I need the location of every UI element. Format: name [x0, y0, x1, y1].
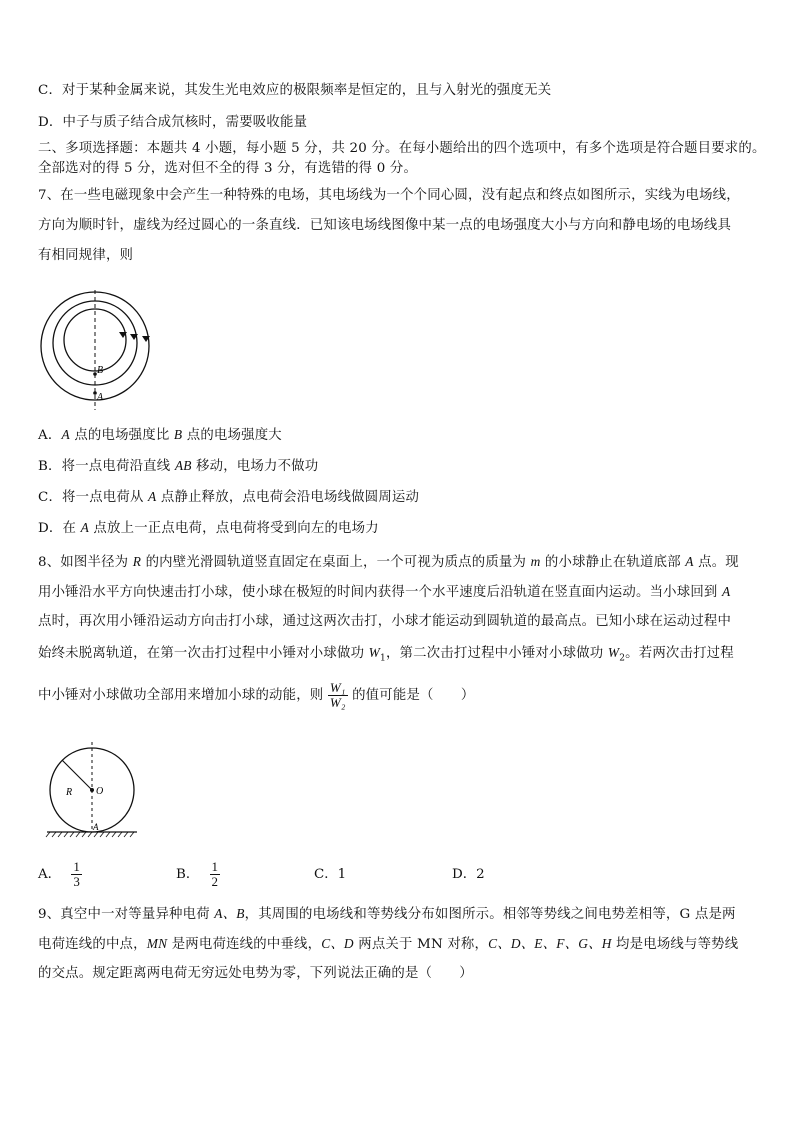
ground-hatching [46, 832, 134, 837]
q8-circular-track-figure [42, 740, 142, 840]
label-a: A [97, 392, 104, 403]
q7-stem-2: 方向为顺时针，虚线为经过圆心的一条直线．已知该电场线图像中某一点的电场强度大小与方向和静电场的电场线具 [38, 218, 732, 233]
radius-line [62, 760, 92, 790]
option-d-prev-question: D．中子与质子结合成氘核时，需要吸收能量 [38, 115, 308, 130]
label-o: O [96, 786, 104, 797]
q8-stem-5: 中小锤对小球做功全部用来增加小球的动能，则 $\frac{\text{W₁}}{\text{W₂}}$ 的值可能是（ ） [38, 680, 475, 710]
label-a: A [93, 822, 99, 832]
q7-stem-1: 7、在一些电磁现象中会产生一种特殊的电场，其电场线为一个个同心圆，没有起点和终点如图所示，实线为电场线， [38, 188, 740, 203]
q7-field-line-figure [36, 290, 156, 410]
q9-stem-1: 9、真空中一对等量异种电荷 A、B，其周围的电场线和等势线分布如图所示。相邻等势线之间电势差相等，G 点是两 [38, 906, 736, 922]
section-heading: 二、多项选择题：本题共 4 小题，每小题 5 分，共 20 分。在每小题给出的四个选项中，有多个选项是符合题目要求的。 [38, 141, 766, 156]
q8-stem-4: 始终未脱离轨道，在第一次击打过程中小锤对小球做功 $W_1$，第二次击打过程中小锤对小球做功 $W_2$。若两次击打过程 [38, 645, 734, 664]
center-point-o [90, 788, 94, 792]
option-c-prev-question: C．对于某种金属来说，其发生光电效应的极限频率是恒定的，且与入射光的强度无关 [38, 83, 552, 98]
q7-stem-3: 有相同规律，则 [38, 248, 134, 263]
q8-option-c: C．1 [314, 867, 347, 882]
label-r: R [66, 787, 73, 798]
q8-stem-1: 8、如图半径为 R 的内壁光滑圆轨道竖直固定在桌面上，一个可视为质点的质量为 m 的小球静止在轨道底部 A 点。现 [38, 554, 739, 570]
q8-option-d: D．2 [452, 867, 485, 882]
q8-option-b: B． $\frac{1}{2}$ [176, 859, 218, 889]
q9-stem-3: 的交点。规定距离两电荷无穷远处电势为零，下列说法正确的是（ ） [38, 966, 473, 981]
section-scoring: 全部选对的得 5 分，选对但不全的得 3 分，有选错的得 0 分。 [38, 161, 418, 176]
q8-stem-2: 用小锤沿水平方向快速击打小球，使小球在极短的时间内获得一个水平速度后沿轨道在竖直面内运动。当小球回到 A [38, 584, 731, 600]
q7-option-b: B．将一点电荷沿直线 AB 移动，电场力不做功 [38, 458, 319, 474]
q8-option-a: A． $\frac{1}{3}$ [38, 859, 80, 889]
q7-option-a: A．A 点的电场强度比 B 点的电场强度大 [38, 427, 282, 443]
label-b: B [97, 365, 104, 376]
q8-stem-3: 点时，再次用小锤沿运动方向击打小球，通过这两次击打，小球才能运动到圆轨道的最高点。已知小球在运动过程中 [38, 614, 732, 629]
q7-option-c: C．将一点电荷从 A 点静止释放，点电荷会沿电场线做圆周运动 [38, 489, 420, 505]
q7-option-d: D．在 A 点放上一正点电荷，点电荷将受到向左的电场力 [38, 520, 379, 536]
q9-stem-2: 电荷连线的中点，MN 是两电荷连线的中垂线，C、D 两点关于 MN 对称，C、D、E、F、G、H 均是电场线与等势线 [38, 936, 739, 952]
work-ratio-fraction: $\frac{\text{W₁}}{\text{W₂}}$ [329, 680, 346, 710]
